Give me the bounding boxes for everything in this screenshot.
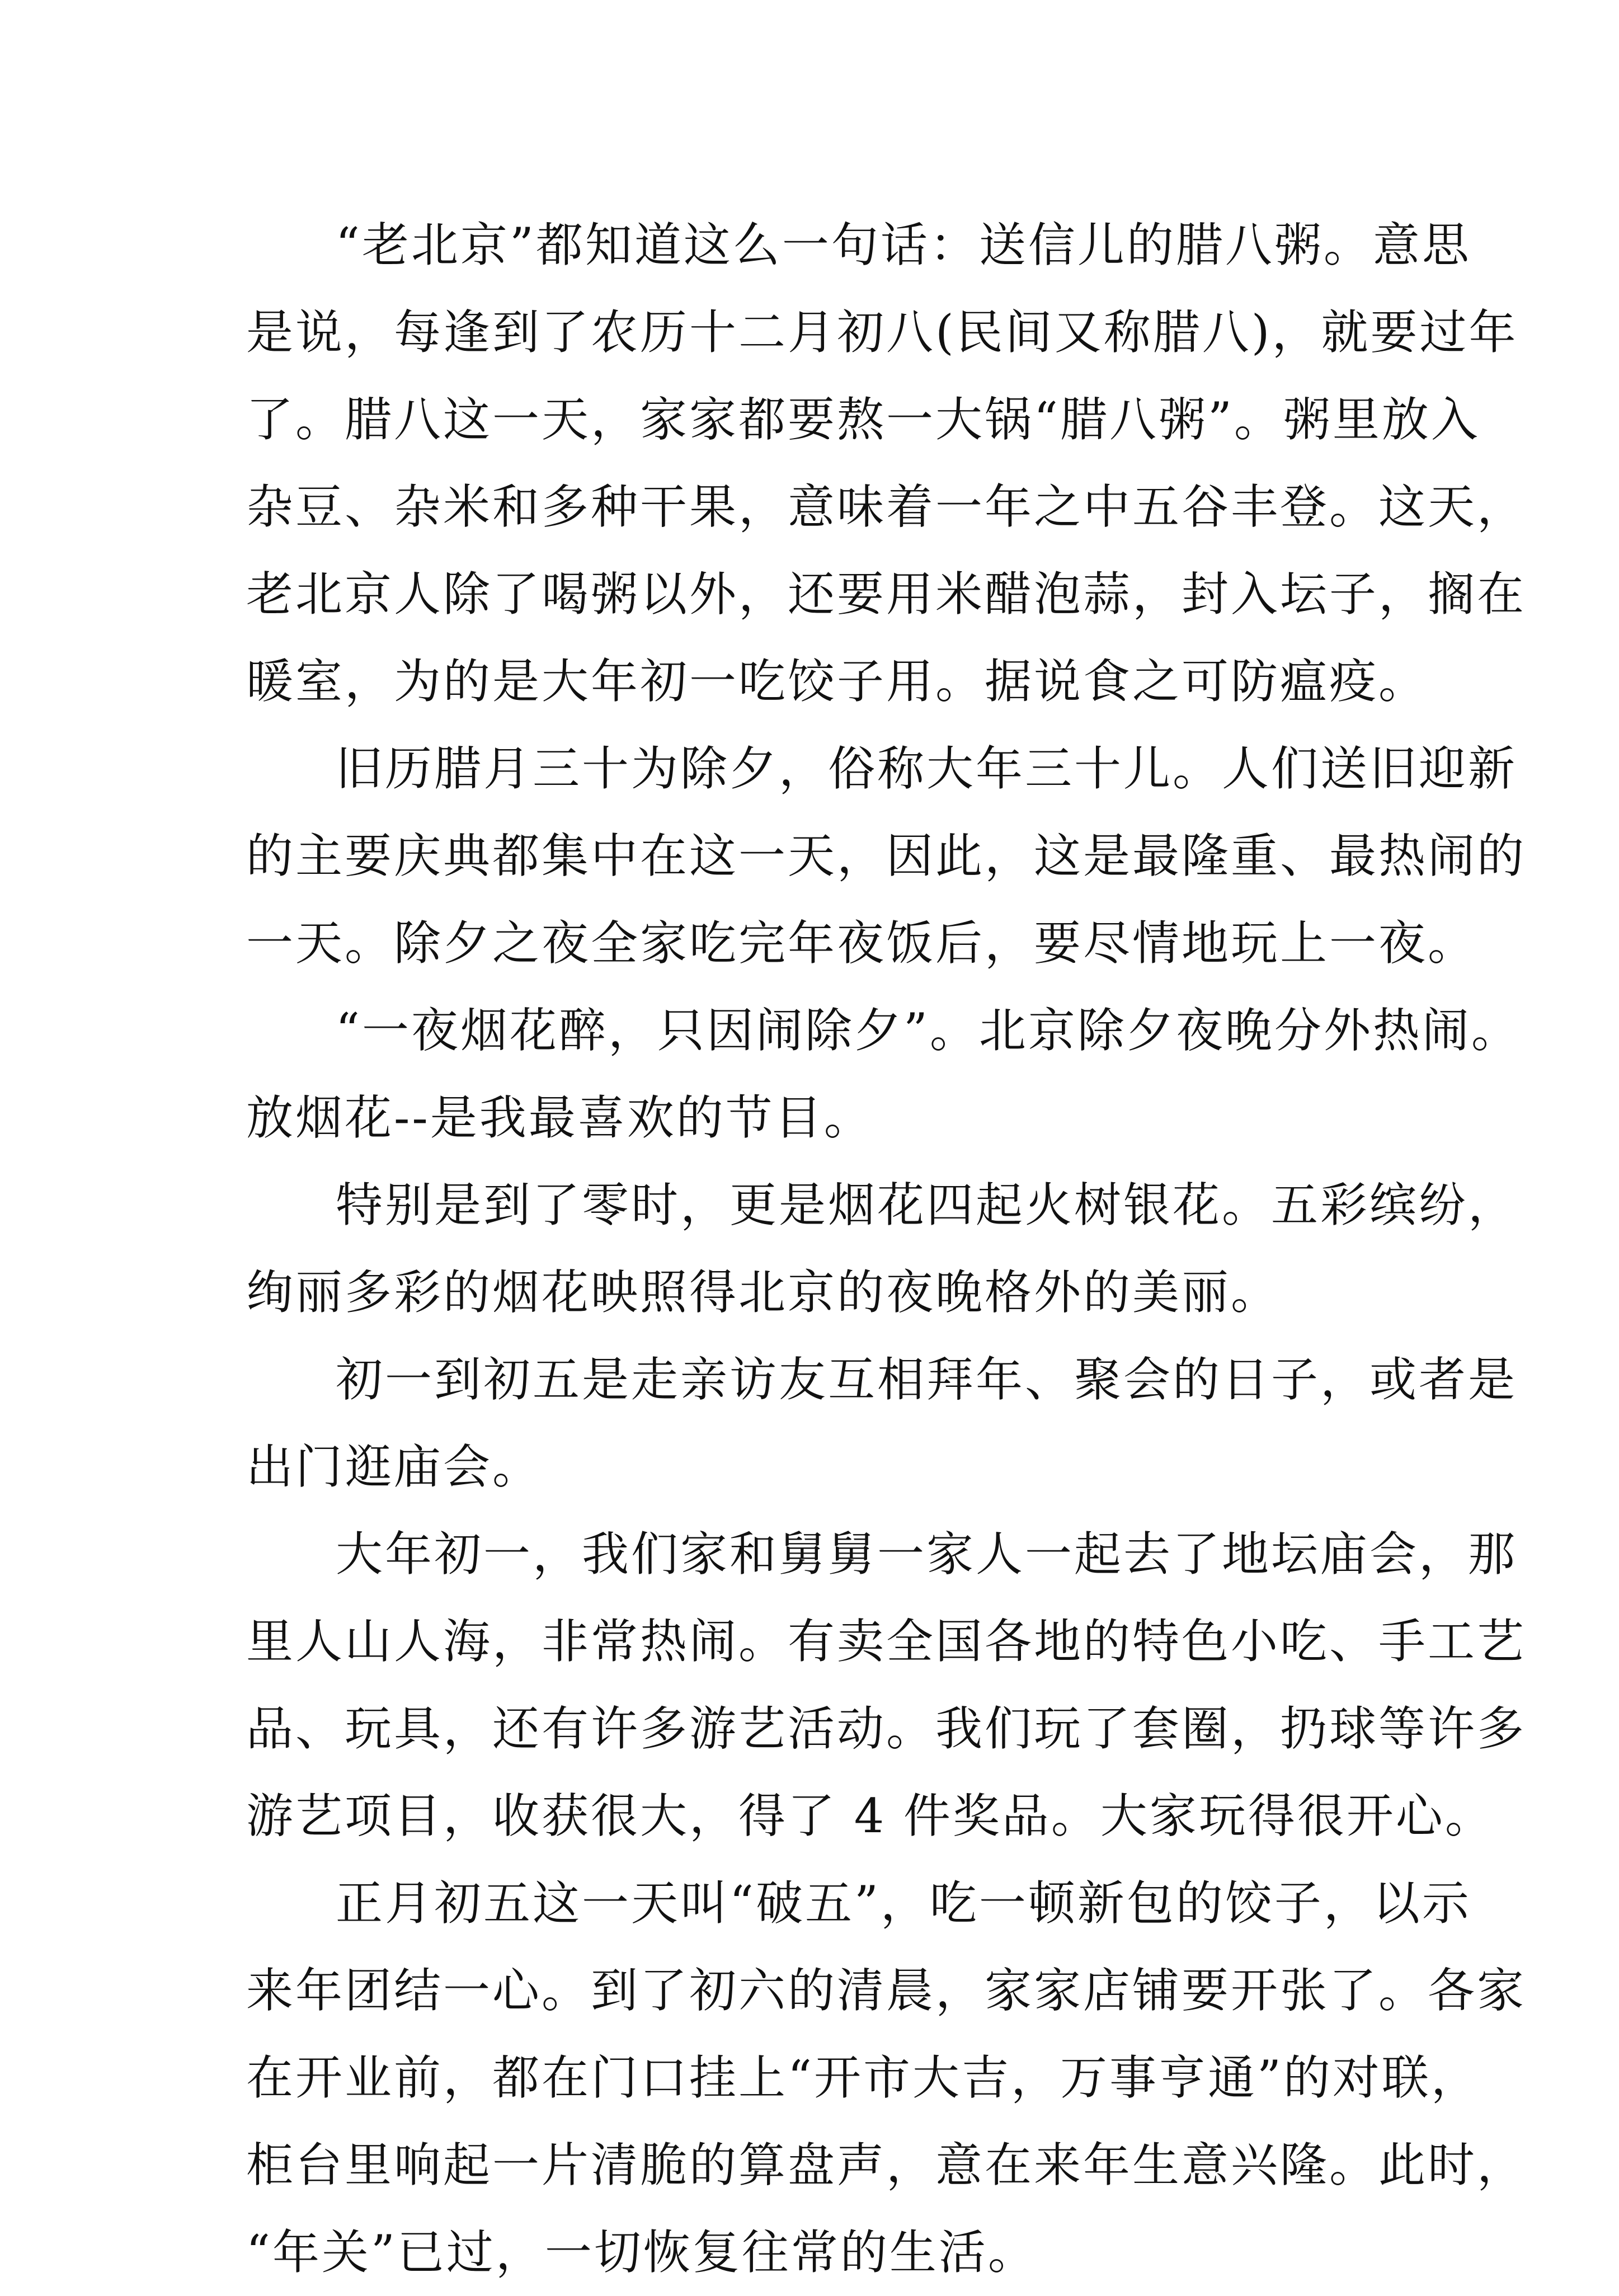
text-line: 品、玩具，还有许多游艺活动。我们玩了套圈，扔球等许多 <box>246 1701 1527 1756</box>
text-line: 大年初一，我们家和舅舅一家人一起去了地坛庙会，那 <box>336 1527 1518 1582</box>
text-line: 柜台里响起一片清脆的算盘声，意在来年生意兴隆。此时， <box>246 2138 1527 2193</box>
text-line: 老北京人除了喝粥以外，还要用米醋泡蒜，封入坛子，搁在 <box>246 567 1527 622</box>
text-line: “年关”已过，一切恢复往常的生活。 <box>246 2225 1037 2280</box>
text-line: “一夜烟花醉，只因闹除夕”。北京除夕夜晚分外热闹。 <box>336 1003 1521 1058</box>
text-line: 暖室，为的是大年初一吃饺子用。据说食之可防瘟疫。 <box>246 654 1428 709</box>
text-line: 的主要庆典都集中在这一天，因此，这是最隆重、最热闹的 <box>246 829 1527 883</box>
text-line: 了。腊八这一天，家家都要熬一大锅“腊八粥”。粥里放入 <box>246 392 1480 447</box>
text-line: 正月初五这一天叫“破五”，吃一顿新包的饺子，以示 <box>336 1876 1471 1931</box>
text-line: 放烟花--是我最喜欢的节目。 <box>246 1090 873 1145</box>
text-line: “老北京”都知道这么一句话：送信儿的腊八粥。意思 <box>336 218 1471 272</box>
text-line: 来年团结一心。到了初六的清晨，家家店铺要开张了。各家 <box>246 1963 1527 2018</box>
document-body <box>246 201 1527 2296</box>
text-line: 游艺项目，收获很大，得了 4 件奖品。大家玩得很开心。 <box>246 1789 1494 1843</box>
text-line: 一天。除夕之夜全家吃完年夜饭后，要尽情地玩上一夜。 <box>246 916 1477 971</box>
text-line: 出门逛庙会。 <box>246 1439 542 1494</box>
text-line: 特别是到了零时，更是烟花四起火树银花。五彩缤纷， <box>336 1178 1518 1232</box>
text-line: 是说，每逢到了农历十二月初八(民间又称腊八)，就要过年 <box>246 305 1518 360</box>
text-line: 绚丽多彩的烟花映照得北京的夜晚格外的美丽。 <box>246 1265 1281 1320</box>
text-line: 里人山人海，非常热闹。有卖全国各地的特色小吃、手工艺 <box>246 1614 1527 1669</box>
text-line: 初一到初五是走亲访友互相拜年、聚会的日子，或者是 <box>336 1352 1518 1407</box>
text-line: 旧历腊月三十为除夕，俗称大年三十儿。人们送旧迎新 <box>336 741 1518 796</box>
text-line: 在开业前，都在门口挂上“开市大吉，万事亨通”的对联， <box>246 2050 1480 2105</box>
text-line: 杂豆、杂米和多种干果，意味着一年之中五谷丰登。这天， <box>246 479 1527 534</box>
